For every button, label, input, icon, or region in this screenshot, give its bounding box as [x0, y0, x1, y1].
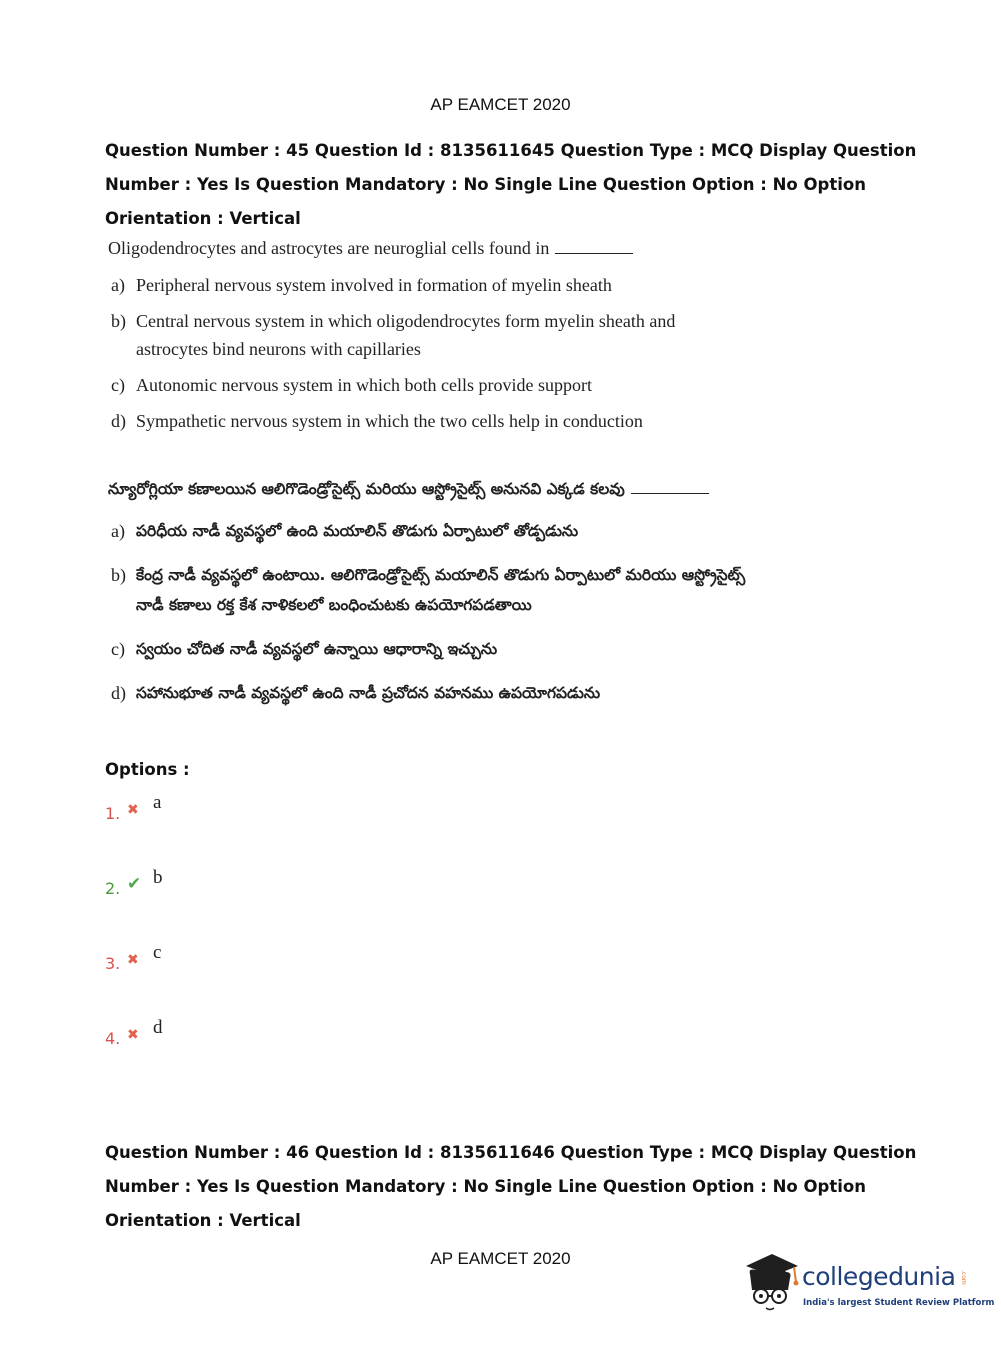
option-number: 2. — [105, 879, 121, 898]
mascot-icon — [742, 1248, 802, 1316]
option-text: Autonomic nervous system in which both cells provide support — [136, 375, 592, 395]
option-text: స్వయం చోదిత నాడీ వ్యవస్థలో ఉన్నాయి ఆధారాన్ని ఇచ్చును — [136, 640, 498, 658]
question-stem-telugu — [108, 480, 748, 502]
option-text: Peripheral nervous system involved in formation of myelin sheath — [136, 275, 612, 295]
option-text: Sympathetic nervous system in which the two cells help in conduction — [136, 411, 643, 431]
question-english — [108, 238, 748, 443]
cross-icon: ✖ — [127, 1027, 139, 1043]
option-letter: c) — [111, 639, 125, 659]
option-letter: d) — [111, 411, 126, 431]
logo-wordmark: collegedunia — [802, 1262, 956, 1291]
meta-line: Question Number : 45 Question Id : 8135611645 Question Type : MCQ Display Question — [105, 141, 917, 160]
meta-line: Orientation : Vertical — [105, 1211, 301, 1230]
logo-tagline: India's largest Student Review Platform — [803, 1298, 995, 1308]
option-value: b — [153, 867, 163, 888]
answer-option-4 — [105, 1017, 305, 1057]
checkmark-icon: ✔ — [127, 874, 142, 894]
option-c — [108, 371, 748, 399]
option-d-telugu — [108, 678, 748, 708]
answer-option-1 — [105, 792, 305, 832]
cross-icon: ✖ — [127, 802, 139, 818]
page-footer-title: AP EAMCET 2020 — [430, 1249, 571, 1268]
question-telugu — [108, 480, 748, 722]
option-number: 3. — [105, 954, 121, 973]
question-stem — [108, 238, 748, 259]
option-letter: a) — [111, 521, 125, 541]
answer-blank — [631, 481, 709, 494]
option-a — [108, 271, 748, 299]
option-letter: a) — [111, 275, 125, 295]
option-letter: c) — [111, 375, 125, 395]
meta-line: Number : Yes Is Question Mandatory : No Single Line Question Option : No Option — [105, 175, 866, 194]
option-number: 1. — [105, 804, 121, 823]
stem-text: Oligodendrocytes and astrocytes are neuroglial cells found in — [108, 238, 550, 258]
option-b-telugu — [108, 560, 748, 620]
answer-option-2 — [105, 867, 305, 907]
meta-line: Orientation : Vertical — [105, 209, 301, 228]
answer-option-3 — [105, 942, 305, 982]
option-text: కేంద్ర నాడీ వ్యవస్థలో ఉంటాయి. ఆలిగొడెండ్రోసైట్స్ మయాలిన్ తొడుగు ఏర్పాటులో మరియు ఆస్ట్రోసైట్స్ నాడీ కణాలు రక్త కేశ నాళికలలో బంధించుటకు ఉపయోగపడతాయి — [136, 566, 746, 614]
question-45-metadata — [105, 134, 917, 236]
option-value: c — [153, 942, 162, 963]
option-letter: b) — [111, 311, 126, 331]
stem-text: న్యూరోగ్లియా కణాలయిన ఆలిగొడెండ్రోసైట్స్ మరియు ఆస్ట్రోసైట్స్ అనునవి ఎక్కడ కలవు — [108, 480, 625, 498]
page-header-title: AP EAMCET 2020 — [430, 95, 571, 114]
cross-icon: ✖ — [127, 952, 139, 968]
option-text: Central nervous system in which oligodendrocytes form myelin sheath and astrocytes bind neurons with capillaries — [136, 311, 676, 359]
option-c-telugu — [108, 634, 748, 664]
option-value: a — [153, 792, 162, 813]
option-letter: d) — [111, 683, 126, 703]
option-number: 4. — [105, 1029, 121, 1048]
question-46-metadata — [105, 1136, 917, 1238]
option-value: d — [153, 1017, 163, 1038]
logo-com: .com — [960, 1270, 967, 1285]
collegedunia-logo — [742, 1248, 995, 1316]
option-text: సహానుభూత నాడీ వ్యవస్థలో ఉంది నాడీ ప్రచోదన వహనము ఉపయోగపడును — [136, 684, 601, 702]
option-d — [108, 407, 748, 435]
option-b — [108, 307, 748, 363]
meta-line: Question Number : 46 Question Id : 8135611646 Question Type : MCQ Display Question — [105, 1143, 917, 1162]
options-heading: Options : — [105, 760, 190, 779]
option-letter: b) — [111, 565, 126, 585]
option-text: పరిధీయ నాడీ వ్యవస్థలో ఉంది మయాలిన్ తొడుగు ఏర్పాటులో తోడ్పడును — [136, 522, 579, 540]
option-a-telugu — [108, 516, 748, 546]
meta-line: Number : Yes Is Question Mandatory : No Single Line Question Option : No Option — [105, 1177, 866, 1196]
answer-blank — [555, 241, 633, 254]
